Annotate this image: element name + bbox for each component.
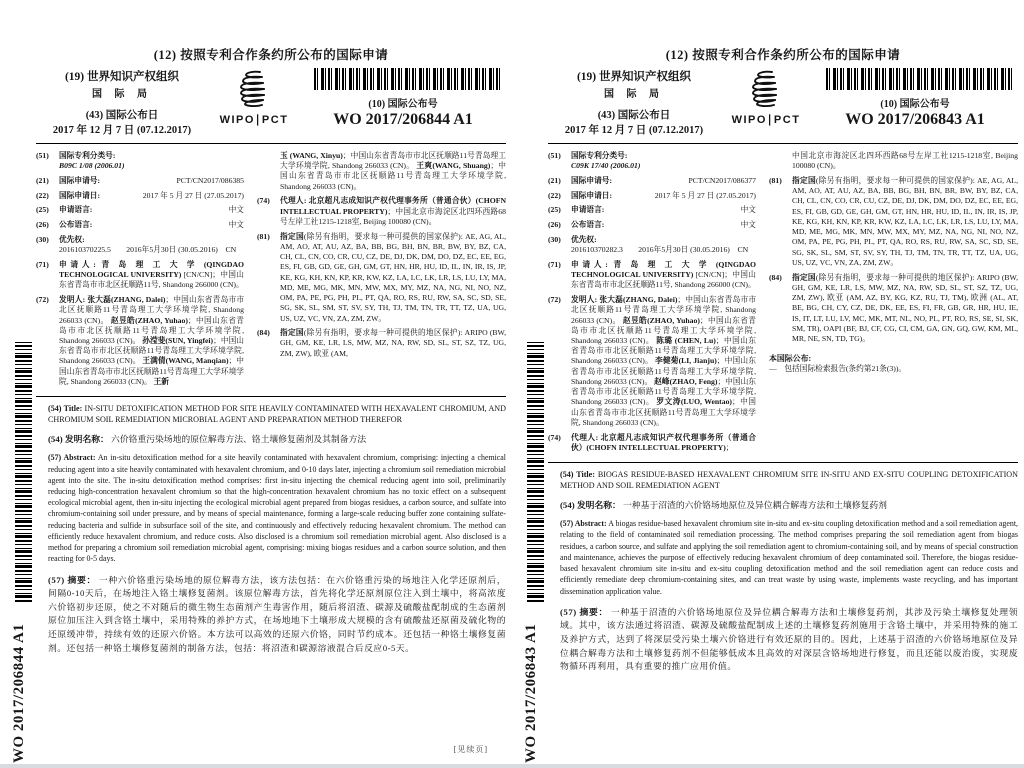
- field-application-number: (21) 国际申请号: PCT/CN2017/086385: [36, 175, 244, 185]
- publication-date-label: (43) 国际公布日: [85, 110, 159, 121]
- right-column: [769, 151, 1018, 458]
- wipo-pct-wordmark: WIPO∣PCT: [219, 114, 289, 126]
- page-header: [548, 68, 1018, 137]
- right-column: [257, 151, 506, 392]
- scan-edge: [0, 764, 1024, 768]
- wipo-logo-icon: [745, 68, 787, 112]
- agent-address-continuation: 中国北京市海淀区北四环西路68号左岸工社1215-1218室, Beijing 100080 (CN)。: [792, 151, 1018, 171]
- org-name: (19) 世界知识产权组织: [576, 71, 692, 83]
- sidebar-publication-number: WO 2017/206844 A1: [11, 623, 27, 763]
- field-inventors: (72) 发明人: 张大磊(ZHANG, Dalei)；中国山东省青岛市市北区抚顺路11号青岛理工大学环境学院, Shandong 266033 (CN)。 赵昱皓(ZHAO, Yuhao)；中国山东省青岛市市北区抚顺路11号青岛理工大学环境学院, Shandong 266033 (CN)。 孙滢斐(SUN, Yingfei)；中国山东省青岛市市北区抚顺路11号青岛理工大学环境学院, Shandong 266033 (CN)。 王满倩(WANG, Manqian)；中国山东省青岛市市北区抚顺路11号青岛理工大学环境学院, Shandong 266033 (CN)。 王新: [36, 295, 245, 386]
- left-column: [548, 151, 756, 458]
- page-header: [36, 68, 506, 137]
- header-rule: [36, 143, 506, 144]
- abstract-english: (57) Abstract: A biogas residue-based hexavalent chromium site in-situ and ex-situ coupling detoxification method and a soil remediation agent, relating to the field of contaminated soil remediation processing. The method comprises preparing the soil remediation agent from biogas residues, a carbon source, and sulfate and applying the soil remediation agent to chromium-containing soil, and by means of special construction and maintenance, achieves the purpose of effectively reducing hexavalent chromium of deep contaminated soil. Therefore, the biogas residue-based hexavalent chromium site in-situ and ex-situ coupling detoxification method and the soil remediation agent can reduce costs and efficiently remediate deep chromium-containing sites, and can treat waste by using waste, implements waste recycling, and has important dissemination application value.: [560, 519, 1018, 596]
- left-column: [36, 151, 244, 392]
- publication-number-label: (10) 国际公布号: [368, 99, 438, 110]
- top-barcode: [314, 68, 500, 90]
- field-priority: (30) 优先权: 201610370282.3 2016年5月30日 (30.05.2016) CN: [548, 234, 749, 255]
- publication-date: 2017 年 12 月 7 日 (07.12.2017): [564, 125, 704, 136]
- publication-date-label: (43) 国际公布日: [597, 110, 671, 121]
- title-abstract-block: [548, 462, 1018, 674]
- field-inventors: (72) 发明人: 张大磊(ZHANG, Dalei)；中国山东省青岛市市北区抚顺路11号青岛理工大学环境学院, Shandong 266033 (CN)。 赵昱皓(ZHAO, Yuhao)；中国山东省青岛市市北区抚顺路11号青岛理工大学环境学院, Shandong 266033 (CN)。 陈璐 (CHEN, Lu)；中国山东省青岛市市北区抚顺路11号青岛理工大学环境学院, Shandong 266033 (CN)。 李健菊(LI, Jianju)；中国山东省青岛市市北区抚顺路11号青岛理工大学环境学院, Shandong 266033 (CN)。 赵峰(ZHAO, Feng)；中国山东省青岛市市北区抚顺路11号青岛理工大学环境学院, Shandong 266033 (CN)。 罗文涛(LUO, Wentao)；中国山东省青岛市市北区抚顺路11号青岛理工大学环境学院, Shandong 266033 (CN)。: [548, 295, 757, 427]
- title-english: (54) Title: BIOGAS RESIDUE-BASED HEXAVALENT CHROMIUM SITE IN-SITU AND EX-SITU COUPLING DETOXIFICATION METHOD AND SOIL REMEDIATION AGENT: [560, 469, 1018, 490]
- abstract-english: (57) Abstract: An in-situ detoxification method for a site heavily contaminated with hexavalent chromium, comprising: injecting a chemical reducing agent into a site heavily contaminated with hexavalent chromium, and 0-10 days later, injecting a chromium soil remediation microbial agent into the site. The in-situ detoxification method comprises: first in-situ injecting the chemical reducing agent into soil, preliminarily reducing high-concentration hexavalent chromium so that the high-concentration hexavalent chromium has no toxic effect on a subsequent ecological microbial agent, then in-situ injecting the ecological microbial agent prepared from biogas residues, a carbon source, and sulfate into chromium-containing soil under pressure, and by means of special maintenance, forming a large-scale reducing buffer zone containing sulfate-reducing bacteria and sulfide in subsurface soil of the site, and continuously and effectively reducing hexavalent chromium. The method can efficiently reduce hexavalent chromium, and reduce costs. Also disclosed is a chromium soil remediation microbial agent. Also disclosed is a method for preparing a chromium soil remediation microbial agent, comprising: mixing biogas residues and a carbon source solution, and then reacting for 0-5 days.: [48, 453, 506, 564]
- vertical-barcode: [15, 342, 32, 602]
- field-filing-date: (22) 国际申请日: 2017 年 5 月 27 日 (27.05.2017): [548, 190, 756, 200]
- sidebar-publication-number: WO 2017/206843 A1: [523, 623, 539, 763]
- field-application-number: (21) 国际申请号: PCT/CN2017/086377: [548, 175, 756, 185]
- wipo-logo-icon: [233, 68, 275, 112]
- field-filing-language: (25) 申请语言: 中文: [36, 205, 244, 215]
- title-english: (54) Title: IN-SITU DETOXIFICATION METHOD FOR SITE HEAVILY CONTAMINATED WITH HEXAVALENT CHROMIUM, AND CHROMIUM SOIL REMEDIATION MICROBIAL AGENT AND PREPARATION METHOD THEREFOR: [48, 403, 506, 425]
- field-designated-regions: (84) 指定国(除另有指明，要求每一种可提供的地区保护): ARIPO (BW, GH, GM, KE, LR, LS, MW, MZ, NA, RW, SD, SL, ST, SZ, TZ, UG, ZM, ZW), 欧亚 (AM, AZ, BY, KG, KZ, RU, TJ, TM), 欧洲 (AL, AT, BE, BG, CH, CY, CZ, DE, DK, EE, ES, FI, FR, GB, GR, HR, HU, IE, IS, IT, LT, LU, LV, MC, MK, MT, NL, NO, PL, PT, RO, RS, SE, SI, SK, SM, TR), OAPI (BF, BJ, CF, CG, CI, CM, GA, GN, GQ, GW, KM, ML, MR, NE, SN, TD, TG)。: [769, 272, 1018, 343]
- pct-statement: (12) 按照专利合作条约所公布的国际申请: [665, 48, 901, 62]
- published-note: 本国际公布: — 包括国际检索报告(条约第21条(3))。: [769, 354, 907, 374]
- field-designated-regions: (84) 指定国(除另有指明，要求每一种可提供的地区保护): ARIPO (BW, GH, GM, KE, LR, LS, MW, MZ, NA, RW, SD, SL, ST, SZ, TZ, UG, ZM, ZW), 欧亚 (AM,: [257, 328, 506, 358]
- pct-statement: (12) 按照专利合作条约所公布的国际申请: [153, 48, 389, 62]
- inventors-continuation: 玉 (WANG, Xinyu)；中国山东省青岛市市北区抚顺路11号青岛理工大学环境学院, Shandong 266033 (CN)。 王爽(WANG, Shuang)；中国山东省青岛市市北区抚顺路11号青岛理工大学环境学院, Shandong 266033 (CN)。: [280, 151, 506, 191]
- field-designated-states: (81) 指定国(除另有指明，要求每一种可提供的国家保护): AE, AG, AL, AM, AO, AT, AU, AZ, BA, BB, BG, BH, BN, BR, BW, BY, BZ, CA, CH, CL, CN, CO, CR, CU, CZ, DE, DJ, DK, DM, DO, DZ, EC, EE, EG, ES, FI, GB, GD, GE, GH, GM, GT, HN, HR, HU, ID, IL, IN, IR, IS, JP, KE, KG, KH, KN, KP, KR, KW, KZ, LA, LC, LK, LR, LS, LU, LY, MA, MD, ME, MG, MK, MN, MW, MX, MY, MZ, NA, NG, NI, NO, NZ, OM, PA, PE, PG, PH, PL, PT, QA, RO, RS, RU, RW, SA, SC, SD, SE, SG, SK, SL, SM, ST, SV, SY, TH, TJ, TM, TN, TR, TT, TZ, UA, UG, US, UZ, VC, VN, ZA, ZM, ZW。: [257, 231, 506, 323]
- field-ipc: (51) 国际专利分类号: C09K 17/40 (2006.01): [548, 151, 641, 171]
- org-bureau: 国 际 局: [604, 89, 664, 100]
- vertical-barcode: [527, 342, 544, 602]
- wipo-pct-wordmark: WIPO∣PCT: [731, 114, 801, 126]
- title-abstract-block: [36, 396, 506, 656]
- field-agent: (74) 代理人: 北京超凡志成知识产权代理事务所（普通合伙）(CHOFN INTELLECTUAL PROPERTY)；中国北京市海淀区北四环西路68号左岸工社1215-1218室, Beijing 100080 (CN)。: [257, 196, 506, 226]
- org-bureau: 国 际 局: [92, 89, 152, 100]
- publication-number: WO 2017/206843 A1: [845, 111, 985, 128]
- abstract-chinese: (57) 摘要： 一种六价铬重污染场地的原位解毒方法，该方法包括：在六价铬重污染的场地注入化学还原剂后，间隔0-10天后，在场地注入铬土壤修复菌剂。该原位解毒方法，首先将化学还原剂原位注入到土壤中，将高浓度六价铬初步还原，使之不对随后的微生物生态菌剂产生毒害作用，随后将沼渣、碳源及硫酸盐配制成的生态菌剂原位加压注入到含铬土壤中，采用特殊的养护方式，在场地地下土壤形成大规模的含有硫酸盐还原菌及硫化物的还原缓冲带，持续有效的还原六价铬。本方法可以高效的还原六价铬，同时节约成本。还包括一种铬土壤修复菌剂。还包括一种铬土壤修复菌剂的制备方法，包括：将沼渣和碳源溶液混合后反应0-5天。: [48, 574, 506, 653]
- field-publication-language: (26) 公布语言: 中文: [548, 220, 756, 230]
- patent-page-206843: [512, 0, 1024, 768]
- field-ipc: (51) 国际专利分类号: B09C 1/08 (2006.01): [36, 151, 125, 171]
- top-barcode: [826, 68, 1012, 90]
- field-filing-date: (22) 国际申请日: 2017 年 5 月 27 日 (27.05.2017): [36, 190, 244, 200]
- field-agent: (74) 代理人: 北京超凡志成知识产权代理事务所（普通合伙）(CHOFN INTELLECTUAL PROPERTY)；: [548, 432, 756, 452]
- field-applicant: (71) 申请人: 青 岛 理 工 大 学 (QINGDAO TECHNOLOGICAL UNIVERSITY) [CN/CN]；中国山东省青岛市市北区抚顺路11号, Shandong 266000 (CN)。: [36, 259, 245, 290]
- continuation-note: [见续页]: [453, 745, 488, 754]
- field-publication-language: (26) 公布语言: 中文: [36, 220, 244, 230]
- publication-number-label: (10) 国际公布号: [880, 99, 950, 110]
- header-rule: [548, 143, 1018, 144]
- title-chinese: (54) 发明名称： 六价铬重污染场地的原位解毒方法、铬土壤修复菌剂及其制备方法: [48, 434, 367, 445]
- title-chinese: (54) 发明名称： 一种基于沼渣的六价铬场地原位及异位耦合解毒方法和土壤修复药剂: [560, 500, 887, 511]
- field-applicant: (71) 申请人: 青 岛 理 工 大 学 (QINGDAO TECHNOLOGICAL UNIVERSITY) [CN/CN]；中国山东省青岛市市北区抚顺路11号, Shandong 266000 (CN)。: [548, 259, 757, 290]
- org-name: (19) 世界知识产权组织: [64, 71, 180, 83]
- field-priority: (30) 优先权: 201610370225.5 2016年5月30日 (30.05.2016) CN: [36, 234, 237, 255]
- abstract-chinese: (57) 摘要： 一种基于沼渣的六价铬场地原位及异位耦合解毒方法和土壤修复药剂，其涉及污染土壤修复处理领域。其中，该方法通过将沼渣、碳源及硫酸盐配制成上述的土壤修复药剂施用于含铬土壤中，并采用特殊的施工及养护方式，达到了将深层受污染土壤六价铬进行有效还原的目的。因此，上述基于沼渣的六价铬场地原位及异位耦合解毒方法和土壤修复药剂不但能够低成本且高效的对深层含铬场地进行修复，而且还能以废治废，实现废物循环再利用，具有重要的推广应用价值。: [560, 606, 1018, 672]
- field-filing-language: (25) 申请语言: 中文: [548, 205, 756, 215]
- publication-date: 2017 年 12 月 7 日 (07.12.2017): [52, 125, 192, 136]
- field-designated-states: (81) 指定国(除另有指明，要求每一种可提供的国家保护): AE, AG, AL, AM, AO, AT, AU, AZ, BA, BB, BG, BH, BN, BR, BW, BY, BZ, CA, CH, CL, CN, CO, CR, CU, CZ, DE, DJ, DK, DM, DO, DZ, EC, EE, EG, ES, FI, GB, GD, GE, GH, GM, GT, HN, HR, HU, ID, IL, IN, IR, IS, JP, KE, KG, KH, KN, KP, KR, KW, KZ, LA, LC, LK, LR, LS, LU, LY, MA, MD, ME, MG, MK, MN, MW, MX, MY, MZ, NA, NG, NI, NO, NZ, OM, PA, PE, PG, PH, PL, PT, QA, RO, RS, RU, RW, SA, SC, SD, SE, SG, SK, SL, SM, ST, SV, SY, TH, TJ, TM, TN, TR, TT, TZ, UA, UG, US, UZ, VC, VN, ZA, ZM, ZW。: [769, 175, 1018, 267]
- publication-number: WO 2017/206844 A1: [333, 111, 473, 128]
